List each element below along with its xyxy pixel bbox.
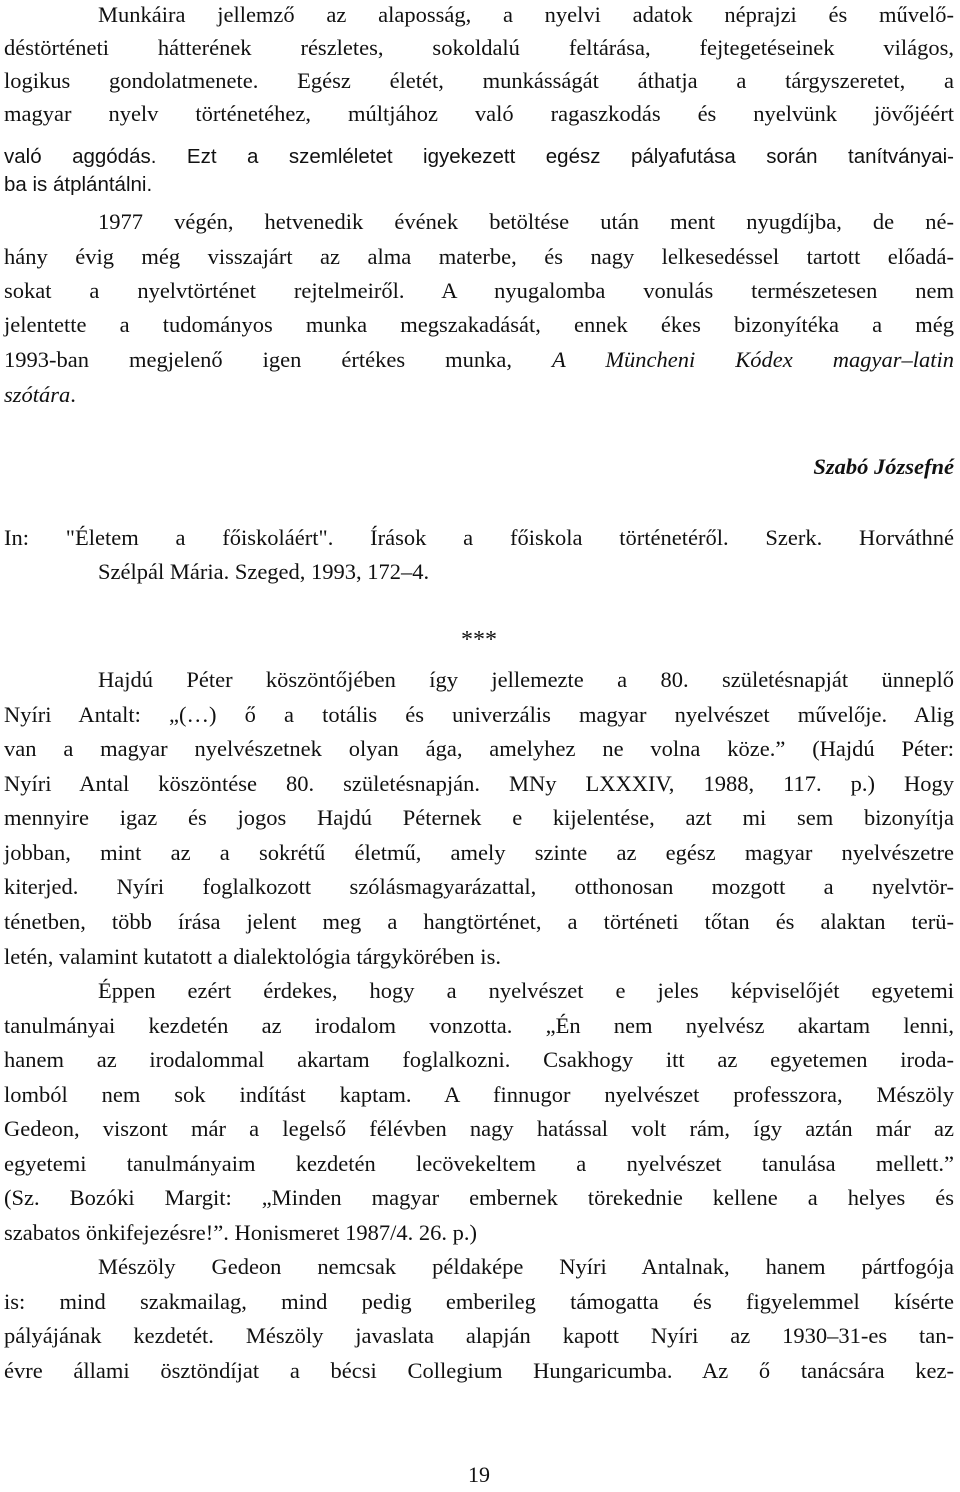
paragraph-1-line: magyar nyelv történetéhez, múltjához való ragaszkodás és nyelvünk jövőjéért <box>4 101 954 126</box>
citation-line: Szélpál Mária. Szeged, 1993, 172–4. <box>98 559 430 584</box>
paragraph-4-line: Éppen ezért érdekes, hogy a nyelvészet e jeles képviselőjét egyetemi <box>98 978 954 1003</box>
book-title: A Müncheni Kódex magyar–latin <box>551 347 954 372</box>
paragraph-4-line: lomból nem sok indítást kaptam. A finnugor nyelvészet professzora, Mészöly <box>4 1082 954 1107</box>
paragraph-5-line: Mészöly Gedeon nemcsak példaképe Nyíri Antalnak, hanem pártfogója <box>98 1254 954 1279</box>
paragraph-4-line: szabatos önkifejezésre!”. Honismeret 1987/4. 26. p.) <box>4 1220 477 1245</box>
paragraph-1-line: logikus gondolatmenete. Egész életét, munkásságát áthatja a tárgyszeretet, a <box>4 68 954 93</box>
paragraph-1-line: déstörténeti hátterének részletes, sokoldalú feltárása, fejtegetéseinek világos, <box>4 35 954 60</box>
paragraph-1-line: ba is átplántálni. <box>4 173 153 196</box>
paragraph-3-line: mennyire igaz és jogos Hajdú Péternek e kijelentése, azt mi sem bizonyítja <box>4 805 954 830</box>
paragraph-1-line: való aggódás. Ezt a szemléletet igyekezett egész pályafutása során tanítványai- <box>4 145 954 168</box>
paragraph-2-line: jelentette a tudományos munka megszakadását, ennek ékes bizonyítéka a még <box>4 312 954 337</box>
paragraph-2-line: szótára. <box>4 382 76 407</box>
paragraph-3-line: Nyíri Antal köszöntése 80. születésnapján. MNy LXXXIV, 1988, 117. p.) Hogy <box>4 771 954 796</box>
paragraph-4-line: Gedeon, viszont már a legelső félévben nagy hatással volt rám, így aztán már az <box>4 1116 954 1141</box>
paragraph-3-line: jobban, mint az a sokrétű életmű, amely szinte az egész magyar nyelvészetre <box>4 840 954 865</box>
paragraph-4-line: egyetemi tanulmányaim kezdetén lecövekeltem a nyelvészet tanulása mellett.” <box>4 1151 954 1176</box>
paragraph-2-line: 1977 végén, hetvenedik évének betöltése után ment nyugdíjba, de né- <box>98 209 954 234</box>
signature: Szabó Józsefné <box>813 454 954 479</box>
paragraph-4-line: (Sz. Bozóki Margit: „Minden magyar embernek törekednie kellene a helyes és <box>4 1185 954 1210</box>
paragraph-2-line: sokat a nyelvtörténet rejtelmeiről. A nyugalomba vonulás természetesen nem <box>4 278 954 303</box>
paragraph-2-line: 1993-ban megjelenő igen értékes munka, A Müncheni Kódex magyar–latin <box>4 347 954 372</box>
paragraph-1-line: Munkáira jellemző az alaposság, a nyelvi adatok néprajzi és művelő- <box>98 2 954 27</box>
paragraph-3-line: letén, valamint kutatott a dialektológia tárgykörében is. <box>4 944 501 969</box>
paragraph-3-line: Hajdú Péter köszöntőjében így jellemezte a 80. születésnapját ünneplő <box>98 667 954 692</box>
paragraph-3-line: ténetben, több írása jelent meg a hangtörténet, a történeti tőtan és alaktan terü- <box>4 909 954 934</box>
book-title-end: szótára <box>4 382 71 407</box>
paragraph-3-line: van a magyar nyelvészetnek olyan ága, amelyhez ne volna köze.” (Hajdú Péter: <box>4 736 954 761</box>
paragraph-5-line: évre állami ösztöndíjat a bécsi Collegium Hungaricumba. Az ő tanácsára kez- <box>4 1358 954 1383</box>
paragraph-5-line: is: mind szakmailag, mind pedig emberileg támogatta és figyelemmel kísérte <box>4 1289 954 1314</box>
paragraph-4-line: tanulmányai kezdetén az irodalom vonzotta. „Én nem nyelvész akartam lenni, <box>4 1013 954 1038</box>
page-number: 19 <box>468 1462 490 1487</box>
citation-line: In: "Életem a főiskoláért". Írások a főiskola történetéről. Szerk. Horváthné <box>4 525 954 550</box>
paragraph-2-line: hány évig még visszajárt az alma materbe, és nagy lelkesedéssel tartott előadá- <box>4 244 954 269</box>
document-page <box>4 0 954 1492</box>
paragraph-4-line: hanem az irodalommal akartam foglalkozni. Csakhogy itt az egyetemen iroda- <box>4 1047 954 1072</box>
paragraph-3-line: kiterjed. Nyíri foglalkozott szólásmagyarázattal, otthonosan mozgott a nyelvtör- <box>4 874 954 899</box>
paragraph-5-line: pályájának kezdetét. Mészöly javaslata alapján kapott Nyíri az 1930–31-es tan- <box>4 1323 954 1348</box>
section-separator: *** <box>461 627 497 653</box>
paragraph-3-line: Nyíri Antalt: „(…) ő a totális és univerzális magyar nyelvészet művelője. Alig <box>4 702 954 727</box>
